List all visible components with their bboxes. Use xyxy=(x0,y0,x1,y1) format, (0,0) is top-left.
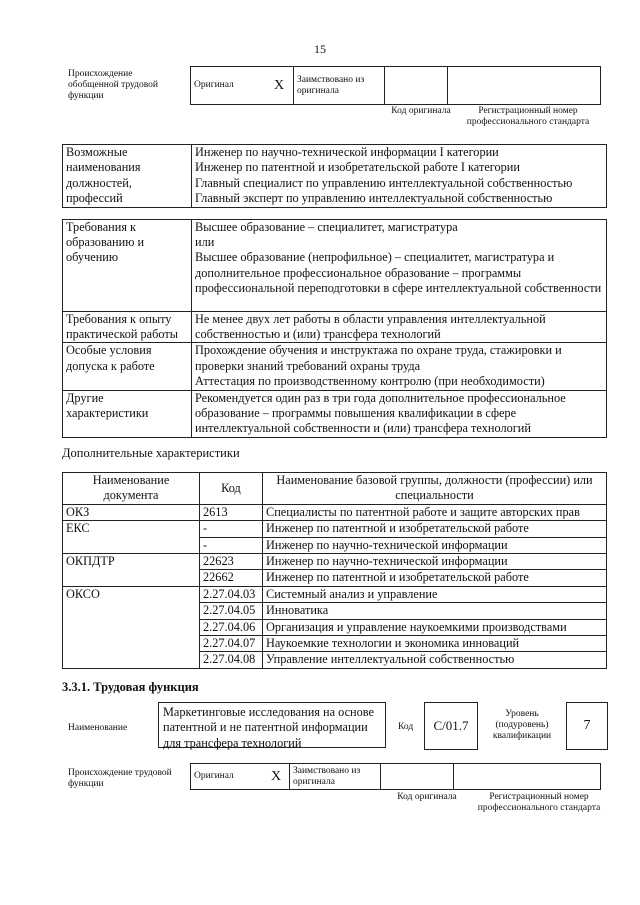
position-line: Инженер по научно-технической информации I категории xyxy=(195,145,499,159)
header-doc: Наименование документа xyxy=(63,473,200,505)
code-cell: 2.27.04.06 xyxy=(200,619,263,635)
original-code-cell xyxy=(385,67,448,105)
name-cell: Управление интеллектуальной собственностью xyxy=(263,652,607,668)
position-line: Инженер по патентной и изобретательской работе I категории xyxy=(195,160,520,175)
code-cell: 2.27.04.03 xyxy=(200,586,263,602)
header-code: Код xyxy=(200,473,263,505)
name-cell: Инженер по научно-технической информации xyxy=(263,537,607,553)
table-row xyxy=(63,504,607,520)
level-label: Уровень (подуровень) квалификации xyxy=(492,709,552,741)
code-caption: Код оригинала xyxy=(397,792,457,802)
code-cell: 2.27.04.05 xyxy=(200,603,263,619)
name-cell: Специалисты по патентной работе и защите авторских прав xyxy=(263,504,607,520)
name-cell: Инженер по патентной и изобретательской работе xyxy=(263,521,607,537)
doc-cell: ЕКС xyxy=(63,521,200,554)
code-cell: 2.27.04.07 xyxy=(200,636,263,652)
education-line: Высшее образование (непрофильное) – специалитет, магистратура и дополнительное профессиональное образование – программы профессиональной переподготовки в сфере интеллектуальной собственности xyxy=(195,250,602,296)
admission-line: Прохождение обучения и инструктажа по охране труда, стажировки и проверки знаний требований охраны труда xyxy=(195,343,562,373)
borrowed-label: Заимствовано из оригинала xyxy=(290,764,381,790)
level-box: 7 xyxy=(566,702,608,750)
doc-cell: ОКЗ xyxy=(63,504,200,520)
table-row xyxy=(63,554,607,570)
reg-number-cell xyxy=(454,764,601,790)
other-line: Рекомендуется один раз в три года дополнительное профессиональное образование – программы повышения квалификации в сфере интеллектуальной собственности и (или) трансфера технологий xyxy=(195,390,566,436)
name-cell: Организация и управление наукоемкими производствами xyxy=(263,619,607,635)
origin-table xyxy=(190,66,601,105)
original-label: Оригинал xyxy=(191,764,264,790)
row-experience xyxy=(63,311,607,343)
row-education xyxy=(63,219,607,311)
admission-line: Аттестация по производственному контролю (при необходимости) xyxy=(195,374,545,389)
additional-table xyxy=(62,472,607,669)
education-line: Высшее образование – специалитет, магистратура xyxy=(195,219,458,234)
additional-title: Дополнительные характеристики xyxy=(62,446,240,460)
header-name: Наименование базовой группы, должности (профессии) или специальности xyxy=(263,473,607,505)
name-cell: Системный анализ и управление xyxy=(263,586,607,602)
code-caption: Код оригинала xyxy=(391,106,451,116)
reg-caption: Регистрационный номер профессионального стандарта xyxy=(477,792,601,813)
reg-number-cell xyxy=(448,67,601,105)
original-mark: X xyxy=(265,67,294,105)
name-label: Наименование xyxy=(68,723,128,733)
name-cell: Инженер по научно-технической информации xyxy=(263,554,607,570)
code-cell: 22623 xyxy=(200,554,263,570)
origin-table-2 xyxy=(190,763,601,790)
origin-label: Происхождение обобщенной трудовой функции xyxy=(68,69,158,101)
table-row xyxy=(63,521,607,537)
code-cell: - xyxy=(200,537,263,553)
row-admission xyxy=(63,343,607,390)
row-other xyxy=(63,390,607,437)
borrowed-label: Заимствовано из оригинала xyxy=(294,67,385,105)
characteristics-table xyxy=(62,144,607,438)
name-cell: Наукоемкие технологии и экономика инноваций xyxy=(263,636,607,652)
row-label: Возможные наименования должностей, профессий xyxy=(63,145,192,208)
code-cell: 2.27.04.08 xyxy=(200,652,263,668)
table-row xyxy=(63,586,607,602)
function-code-box: C/01.7 xyxy=(424,702,478,750)
code-label: Код xyxy=(398,722,414,732)
experience-line: Не менее двух лет работы в области управления интеллектуальной собственностью и (или) трансфера технологий xyxy=(195,311,546,342)
row-label: Особые условия допуска к работе xyxy=(63,343,192,390)
original-label: Оригинал xyxy=(191,67,266,105)
name-cell: Инженер по патентной и изобретательской работе xyxy=(263,570,607,586)
row-positions xyxy=(63,145,607,208)
original-mark: X xyxy=(263,764,290,790)
section-title: 3.3.1. Трудовая функция xyxy=(62,680,199,694)
function-name-box: Маркетинговые исследования на основе патентной и не патентной информации для трансфера технологий xyxy=(158,702,386,748)
doc-cell: ОКСО xyxy=(63,586,200,668)
original-code-cell xyxy=(381,764,454,790)
education-line: или xyxy=(195,235,215,250)
name-cell: Инноватика xyxy=(263,603,607,619)
reg-caption: Регистрационный номер профессионального стандарта xyxy=(466,106,590,127)
code-cell: 22662 xyxy=(200,570,263,586)
code-cell: - xyxy=(200,521,263,537)
page-number: 15 xyxy=(314,42,326,56)
code-cell: 2613 xyxy=(200,504,263,520)
position-line: Главный эксперт по управлению интеллектуальной собственностью xyxy=(195,191,553,206)
row-label: Другие характеристики xyxy=(63,390,192,437)
row-label: Требования к опыту практической работы xyxy=(63,311,192,343)
doc-cell: ОКПДТР xyxy=(63,554,200,587)
row-label: Требования к образованию и обучению xyxy=(63,219,192,311)
origin-label: Происхождение трудовой функции xyxy=(68,768,172,789)
position-line: Главный специалист по управлению интеллектуальной собственностью xyxy=(195,175,573,190)
